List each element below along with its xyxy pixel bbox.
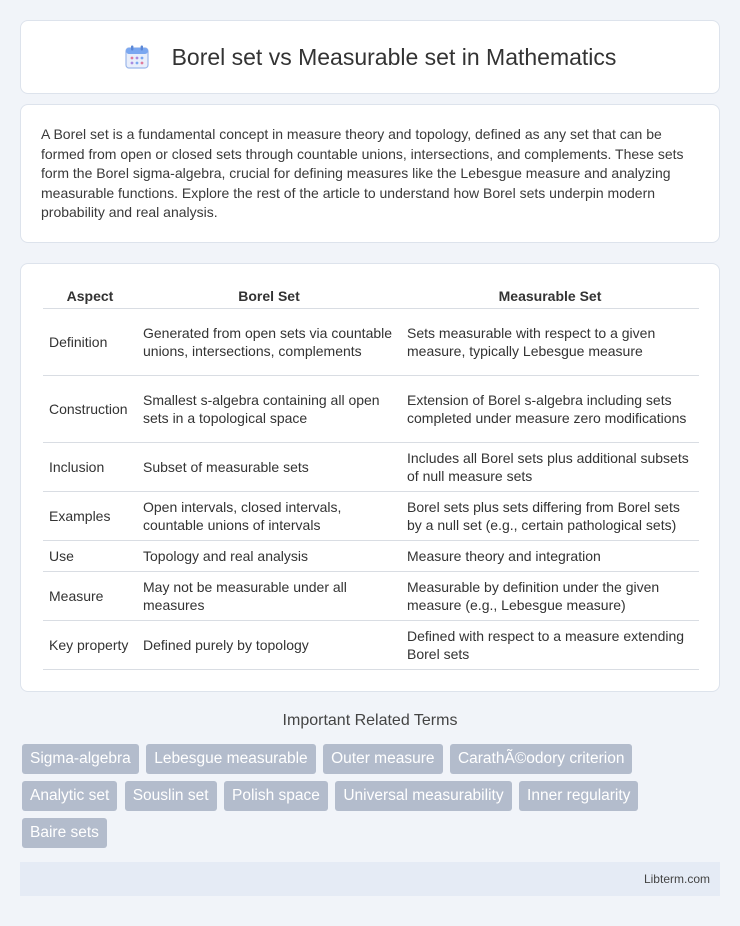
related-terms-list <box>22 744 722 855</box>
calendar-icon <box>124 44 150 70</box>
footer <box>20 862 720 896</box>
row-borel: Subset of measurable sets <box>137 442 401 491</box>
row-borel: Defined purely by topology <box>137 620 401 669</box>
row-measurable: Measurable by definition under the given measure (e.g., Lebesgue measure) <box>401 571 699 620</box>
table-row <box>43 375 699 442</box>
row-aspect: Examples <box>43 491 137 540</box>
header-aspect: Aspect <box>43 284 137 308</box>
row-borel: Smallest s-algebra containing all open sets in a topological space <box>137 375 401 442</box>
footer-site-link[interactable]: Libterm.com <box>643 872 710 886</box>
table-row <box>43 491 699 540</box>
tag-universal-measurability[interactable]: Universal measurability <box>335 781 511 811</box>
tag-inner-regularity[interactable]: Inner regularity <box>519 781 638 811</box>
intro-card <box>20 104 720 243</box>
row-borel: Open intervals, closed intervals, countable unions of intervals <box>137 491 401 540</box>
title-card <box>20 20 720 94</box>
table-row <box>43 442 699 491</box>
tag-caratheodory-criterion[interactable]: CarathÃ©odory criterion <box>450 744 633 774</box>
tag-sigma-algebra[interactable]: Sigma-algebra <box>22 744 139 774</box>
row-borel: May not be measurable under all measures <box>137 571 401 620</box>
tag-outer-measure[interactable]: Outer measure <box>323 744 442 774</box>
row-measurable: Includes all Borel sets plus additional subsets of null measure sets <box>401 442 699 491</box>
row-borel: Generated from open sets via countable unions, intersections, complements <box>137 308 401 375</box>
header-borel-set: Borel Set <box>137 284 401 308</box>
row-measurable: Sets measurable with respect to a given measure, typically Lebesgue measure <box>401 308 699 375</box>
row-aspect: Measure <box>43 571 137 620</box>
header-measurable-set: Measurable Set <box>401 284 699 308</box>
table-row <box>43 540 699 571</box>
tag-souslin-set[interactable]: Souslin set <box>125 781 217 811</box>
table-row <box>43 571 699 620</box>
tag-polish-space[interactable]: Polish space <box>224 781 328 811</box>
related-terms-title: Important Related Terms <box>282 712 458 729</box>
tag-analytic-set[interactable]: Analytic set <box>22 781 117 811</box>
row-measurable: Defined with respect to a measure extending Borel sets <box>401 620 699 669</box>
page-title: Borel set vs Measurable set in Mathematics <box>171 43 617 70</box>
table-row <box>43 620 699 669</box>
intro-text: A Borel set is a fundamental concept in measure theory and topology, defined as any set that can be formed from open or closed sets through countable unions, intersections, and complements. These sets form the Borel sigma-algebra, crucial for defining measures like the Lebesgue measure and analyzing measurable functions. Explore the rest of the article to understand how Borel sets underpin modern probability and real analysis. <box>41 126 684 221</box>
comparison-card <box>20 263 720 692</box>
row-measurable: Extension of Borel s-algebra including sets completed under measure zero modifications <box>401 375 699 442</box>
table-header-row <box>43 284 699 308</box>
tag-baire-sets[interactable]: Baire sets <box>22 818 107 848</box>
row-aspect: Inclusion <box>43 442 137 491</box>
row-measurable: Measure theory and integration <box>401 540 699 571</box>
comparison-table <box>43 284 699 670</box>
table-row <box>43 308 699 375</box>
row-measurable: Borel sets plus sets differing from Borel sets by a null set (e.g., certain pathological sets) <box>401 491 699 540</box>
tag-lebesgue-measurable[interactable]: Lebesgue measurable <box>146 744 315 774</box>
row-aspect: Key property <box>43 620 137 669</box>
row-aspect: Construction <box>43 375 137 442</box>
row-aspect: Use <box>43 540 137 571</box>
row-aspect: Definition <box>43 308 137 375</box>
row-borel: Topology and real analysis <box>137 540 401 571</box>
